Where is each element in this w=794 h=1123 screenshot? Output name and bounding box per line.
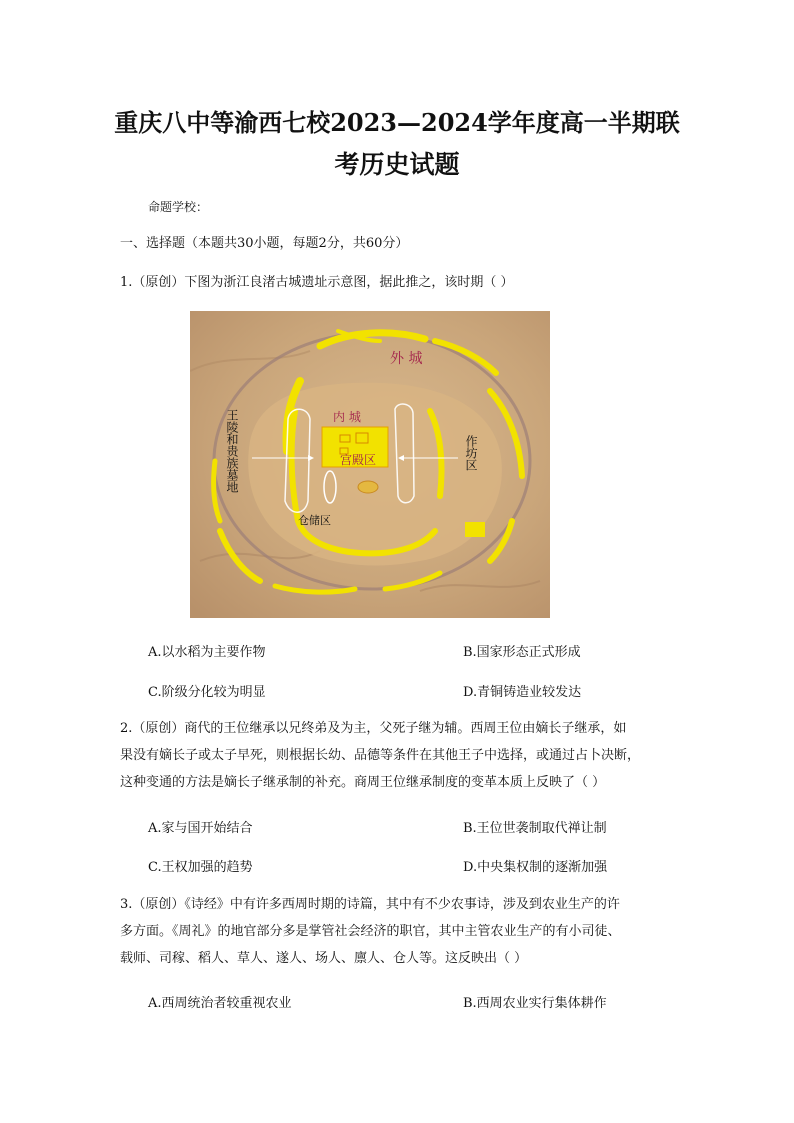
label-tombs: 王陵和贵族墓地 — [225, 409, 239, 493]
q1-option-b: B.国家形态正式形成 — [463, 645, 581, 660]
label-outer-city: 外 城 — [390, 351, 423, 367]
q2-option-a: A.家与国开始结合 — [148, 821, 253, 836]
q1-option-d: D.青铜铸造业较发达 — [463, 685, 582, 700]
question-1-stem: 1.（原创）下图为浙江良渚古城遗址示意图，据此推之，该时期（ ） — [120, 275, 514, 290]
liangzhu-city-map — [190, 311, 550, 618]
section-heading: 一、选择题（本题共30小题，每题2分，共60分） — [120, 236, 409, 251]
q1-option-c: C.阶级分化较为明显 — [148, 685, 266, 700]
label-storage: 仓储区 — [298, 514, 331, 527]
q3-option-a: A.西周统治者较重视农业 — [148, 996, 292, 1011]
isolated-site — [465, 522, 485, 537]
question-3-line2: 多方面。《周礼》的地官部分多是掌管社会经济的职官，其中主管农业生产的有小司徒、 — [120, 924, 621, 939]
question-2-line3: 这种变通的方法是嫡长子继承制的补充。商周王位继承制度的变革本质上反映了（ ） — [120, 775, 606, 790]
question-3-line1: 3.（原创）《诗经》中有许多西周时期的诗篇，其中有不少农事诗，涉及到农业生产的许 — [120, 897, 620, 912]
q2-option-d: D.中央集权制的逐渐加强 — [463, 860, 608, 875]
label-workshop: 作坊区 — [464, 435, 478, 471]
q2-option-b: B.王位世袭制取代禅让制 — [463, 821, 607, 836]
label-palace: 宫殿区 — [340, 453, 377, 467]
school-label: 命题学校： — [148, 200, 209, 214]
question-2-line1: 2.（原创）商代的王位继承以兄终弟及为主，父死子继为辅。西周王位由嫡长子继承，如 — [120, 721, 627, 736]
question-3-line3: 载师、司稼、稻人、草人、遂人、场人、廪人、仓人等。这反映出（ ） — [120, 951, 528, 966]
exam-title-line2: 考历史试题 — [334, 150, 460, 179]
exam-title-line1: 重庆八中等渝西七校2023—2024学年度高一半期联 — [114, 108, 680, 137]
q3-option-b: B.西周农业实行集体耕作 — [463, 996, 607, 1011]
q1-option-a: A.以水稻为主要作物 — [148, 645, 266, 660]
q2-option-c: C.王权加强的趋势 — [148, 860, 253, 875]
label-inner-city: 内 城 — [333, 410, 361, 424]
question-2-line2: 果没有嫡长子或太子早死，则根据长幼、品德等条件在其他王子中选择，或通过占卜决断， — [120, 748, 641, 763]
